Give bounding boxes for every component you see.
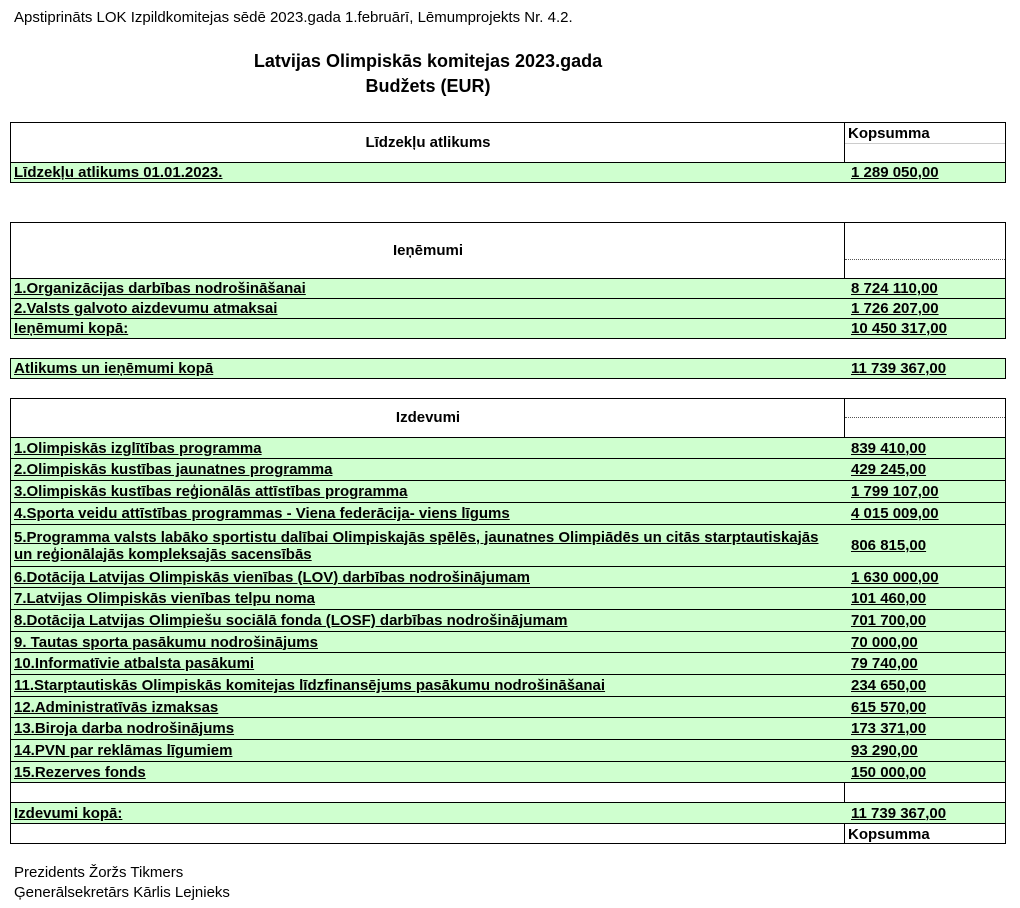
row-label: 2.Olimpiskās kustības jaunatnes programma (14, 461, 333, 478)
row-label: Atlikums un ieņēmumi kopā (14, 360, 214, 377)
row-label: 1.Olimpiskās izglītības programma (14, 439, 262, 457)
row-label: 12.Administratīvās izmaksas (14, 698, 219, 716)
row-label: 14.PVN par reklāmas līgumiem (14, 742, 233, 759)
row-label: Ieņēmumi kopā: (14, 320, 129, 337)
row-label: 4.Sporta veidu attīstības programmas - Viena federācija- viens līgums (14, 505, 510, 522)
balance-column-header: Kopsumma (848, 125, 930, 142)
row-amount: 1 289 050,00 (851, 164, 939, 181)
balance-section-title: Līdzekļu atlikums (365, 134, 491, 151)
expenses-table (10, 398, 1006, 844)
document-title: Latvijas Olimpiskās komitejas 2023.gada (253, 51, 603, 71)
row-label: 1.Organizācijas darbības nodrošināšanai (14, 280, 306, 297)
expense-row (11, 697, 1005, 717)
row-label: 10.Informatīvie atbalsta pasākumi (14, 655, 255, 672)
row-amount: 11 739 367,00 (851, 360, 947, 377)
row-amount: 234 650,00 (851, 677, 927, 694)
row-label: Izdevumi kopā: (14, 804, 123, 822)
expense-row (11, 675, 1005, 696)
income-row (11, 299, 1005, 318)
row-label: 7.Latvijas Olimpiskās vienības telpu noma (14, 590, 315, 607)
expense-row (11, 632, 1005, 652)
approval-note: Apstiprināts LOK Izpildkomitejas sēdē 2023.gada 1.februārī, Lēmumprojekts Nr. 4.2. (14, 9, 573, 26)
row-amount: 1 726 207,00 (851, 300, 939, 317)
expense-row (11, 610, 1005, 631)
row-label: 5.Programma valsts labāko sportistu dalībai Olimpiskajās spēlēs, jaunatnes Olimpiādēs un citās starptautiskajās un reģionālajās kompleksajās sacensībās (14, 528, 819, 563)
row-amount: 10 450 317,00 (851, 320, 947, 337)
row-amount: 79 740,00 (851, 655, 918, 672)
income-section-title: Ieņēmumi (392, 242, 464, 259)
row-amount: 101 460,00 (851, 590, 927, 607)
row-amount: 150 000,00 (851, 763, 927, 781)
expenses-total-row (11, 803, 1005, 823)
expense-row (11, 481, 1005, 502)
row-label: 9. Tautas sporta pasākumu nodrošinājums (14, 633, 318, 651)
row-amount: 173 371,00 (851, 720, 927, 737)
row-amount: 93 290,00 (851, 742, 918, 759)
row-amount: 1 799 107,00 (851, 483, 939, 500)
row-label: 11.Starptautiskās Olimpiskās komitejas līdzfinansējums pasākumu nodrošināšanai (14, 677, 606, 694)
expense-row (11, 567, 1005, 587)
row-label: 15.Rezerves fonds (14, 763, 146, 781)
row-amount: 70 000,00 (851, 633, 918, 651)
income-row (11, 279, 1005, 298)
secretary-signature-line: Ģenerālsekretārs Kārlis Lejnieks (14, 884, 230, 901)
expense-row (11, 588, 1005, 609)
expense-row (11, 459, 1005, 480)
income-total-row (11, 319, 1005, 338)
expense-row (11, 653, 1005, 674)
row-label: 2.Valsts galvoto aizdevumu atmaksai (14, 300, 278, 317)
document-subtitle: Budžets (EUR) (365, 76, 491, 96)
row-label: 8.Dotācija Latvijas Olimpiešu sociālā fonda (LOSF) darbības nodrošinājumam (14, 612, 568, 629)
row-amount: 615 570,00 (851, 698, 927, 716)
income-table (10, 222, 1006, 339)
expenses-section-title: Izdevumi (395, 409, 461, 426)
expense-row (11, 762, 1005, 782)
president-signature-line: Prezidents Žoržs Tikmers (14, 864, 184, 881)
row-amount: 4 015 009,00 (851, 505, 939, 522)
combined-total-row (11, 359, 1005, 378)
expense-row (11, 718, 1005, 739)
expense-row (11, 525, 1005, 566)
row-amount: 701 700,00 (851, 612, 927, 629)
combined-total-table (10, 358, 1006, 379)
row-label: Līdzekļu atlikums 01.01.2023. (14, 164, 223, 181)
row-amount: 11 739 367,00 (851, 804, 947, 822)
expense-row (11, 503, 1005, 524)
row-label: 6.Dotācija Latvijas Olimpiskās vienības (LOV) darbības nodrošinājumam (14, 568, 530, 586)
row-label: 13.Biroja darba nodrošinājums (14, 720, 235, 737)
expense-row (11, 438, 1005, 458)
expenses-footer-header: Kopsumma (848, 826, 930, 843)
row-amount: 839 410,00 (851, 439, 927, 457)
expense-row (11, 740, 1005, 761)
balance-table (10, 122, 1006, 183)
row-amount: 1 630 000,00 (851, 568, 939, 586)
row-amount: 8 724 110,00 (851, 280, 938, 297)
balance-row (11, 163, 1005, 182)
row-label: 3.Olimpiskās kustības reģionālās attīstības programma (14, 483, 408, 500)
row-amount: 429 245,00 (851, 461, 927, 478)
row-amount: 806 815,00 (851, 537, 927, 554)
